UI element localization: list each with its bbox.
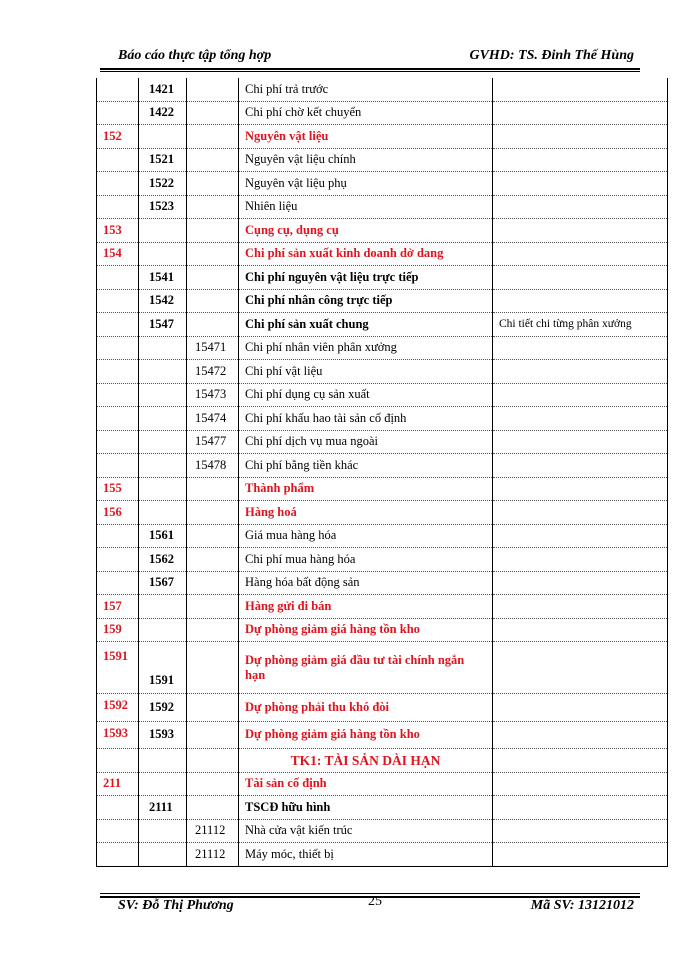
cell-c5 (493, 772, 668, 796)
cell-c2 (139, 618, 187, 642)
table-row (97, 289, 668, 313)
cell-c4: Chi phí mua hàng hóa (239, 548, 493, 572)
cell-c4: TSCĐ hữu hình (239, 796, 493, 820)
cell-c3 (187, 548, 239, 572)
header-rule-thin (100, 71, 640, 72)
cell-c5 (493, 694, 668, 722)
cell-c3 (187, 266, 239, 290)
cell-c3 (187, 524, 239, 548)
cell-c5 (493, 843, 668, 867)
cell-c4: Chi phí trả trước (239, 78, 493, 101)
cell-c5 (493, 721, 668, 749)
cell-c1 (97, 195, 139, 219)
table-row (97, 383, 668, 407)
cell-c1: 156 (97, 501, 139, 525)
cell-c3: 21112 (187, 843, 239, 867)
cell-c3 (187, 618, 239, 642)
table-row (97, 430, 668, 454)
table-row (97, 749, 668, 773)
table-row (97, 125, 668, 149)
cell-c4: Tài sản cố định (239, 772, 493, 796)
cell-c3 (187, 571, 239, 595)
cell-c3 (187, 125, 239, 149)
cell-c3 (187, 749, 239, 773)
table-row (97, 313, 668, 337)
cell-c1 (97, 289, 139, 313)
cell-c3 (187, 642, 239, 694)
cell-c2 (139, 501, 187, 525)
cell-c4: Hàng gửi đi bán (239, 595, 493, 619)
cell-c1: 155 (97, 477, 139, 501)
table-row (97, 407, 668, 431)
cell-c1 (97, 336, 139, 360)
cell-c2 (139, 772, 187, 796)
cell-c2 (139, 749, 187, 773)
table-row (97, 360, 668, 384)
cell-c1: 154 (97, 242, 139, 266)
cell-c5 (493, 219, 668, 243)
cell-c2 (139, 843, 187, 867)
cell-c2: 2111 (139, 796, 187, 820)
cell-c5 (493, 454, 668, 478)
cell-c2: 1591 (139, 642, 187, 694)
cell-c4: Chi phí vật liệu (239, 360, 493, 384)
cell-c4: Chi phí dụng cụ sản xuất (239, 383, 493, 407)
cell-c3: 15473 (187, 383, 239, 407)
cell-c1 (97, 78, 139, 101)
cell-c2 (139, 819, 187, 843)
cell-c5 (493, 501, 668, 525)
cell-c4: Chi phí nhân công trực tiếp (239, 289, 493, 313)
cell-c2: 1567 (139, 571, 187, 595)
cell-c1 (97, 571, 139, 595)
table-row (97, 148, 668, 172)
cell-c2 (139, 360, 187, 384)
cell-c2 (139, 219, 187, 243)
table-row (97, 571, 668, 595)
cell-c1 (97, 843, 139, 867)
cell-c2: 1541 (139, 266, 187, 290)
table-row (97, 796, 668, 820)
cell-c4: Chi phí khấu hao tài sản cố định (239, 407, 493, 431)
cell-c1 (97, 360, 139, 384)
cell-c3 (187, 721, 239, 749)
cell-c3 (187, 595, 239, 619)
cell-c3 (187, 195, 239, 219)
cell-c1 (97, 266, 139, 290)
cell-c5 (493, 430, 668, 454)
cell-c1 (97, 548, 139, 572)
cell-c5 (493, 242, 668, 266)
cell-c4: Chi phí sản xuất chung (239, 313, 493, 337)
cell-c1 (97, 430, 139, 454)
cell-c3: 15474 (187, 407, 239, 431)
cell-c4: Cụng cụ, dụng cụ (239, 219, 493, 243)
cell-c2: 1593 (139, 721, 187, 749)
table-row (97, 548, 668, 572)
cell-c2 (139, 595, 187, 619)
cell-c2: 1521 (139, 148, 187, 172)
cell-c3: 15472 (187, 360, 239, 384)
cell-c2: 1592 (139, 694, 187, 722)
table-row (97, 172, 668, 196)
cell-c2 (139, 477, 187, 501)
cell-c4: Giá mua hàng hóa (239, 524, 493, 548)
cell-c1: 1592 (97, 694, 139, 722)
cell-c5 (493, 407, 668, 431)
cell-c3 (187, 78, 239, 101)
cell-c1: 1593 (97, 721, 139, 749)
cell-c4: Hàng hóa bất động sản (239, 571, 493, 595)
cell-c4: Chi phí nhân viên phân xưởng (239, 336, 493, 360)
cell-c5 (493, 148, 668, 172)
cell-c3 (187, 242, 239, 266)
cell-c4: Chi phí chờ kết chuyển (239, 101, 493, 125)
cell-c4: Máy móc, thiết bị (239, 843, 493, 867)
cell-c1: 1591 (97, 642, 139, 694)
cell-c2: 1421 (139, 78, 187, 101)
cell-c4: Chi phí dịch vụ mua ngoài (239, 430, 493, 454)
cell-c3 (187, 694, 239, 722)
cell-c5 (493, 125, 668, 149)
table-row (97, 843, 668, 867)
cell-c5 (493, 383, 668, 407)
table-row (97, 477, 668, 501)
header-report-title: Báo cáo thực tập tổng hợp (118, 48, 272, 63)
cell-c4: Dự phòng phải thu khó đòi (239, 694, 493, 722)
cell-c5: Chi tiết chi từng phân xưởng (493, 313, 668, 337)
table-row (97, 595, 668, 619)
cell-c5 (493, 360, 668, 384)
page-number: 25 (368, 894, 382, 909)
cell-c3 (187, 219, 239, 243)
cell-c2: 1522 (139, 172, 187, 196)
cell-c5 (493, 172, 668, 196)
cell-c5 (493, 595, 668, 619)
footer-student-name: SV: Đỗ Thị Phương (118, 898, 234, 913)
cell-c4: Nhiên liệu (239, 195, 493, 219)
cell-c3 (187, 172, 239, 196)
cell-c4: Dự phòng giảm giá đầu tư tài chính ngắn hạn (239, 642, 493, 694)
table-row (97, 78, 668, 101)
cell-c5 (493, 195, 668, 219)
cell-c2: 1523 (139, 195, 187, 219)
cell-c3: 15478 (187, 454, 239, 478)
cell-c1: 153 (97, 219, 139, 243)
cell-c5 (493, 642, 668, 694)
table-row (97, 101, 668, 125)
page-header (100, 44, 640, 68)
cell-c4: Chi phí nguyên vật liệu trực tiếp (239, 266, 493, 290)
cell-c1: 157 (97, 595, 139, 619)
cell-c5 (493, 524, 668, 548)
cell-c5 (493, 477, 668, 501)
cell-c2 (139, 383, 187, 407)
cell-c4: Hàng hoá (239, 501, 493, 525)
cell-c3 (187, 289, 239, 313)
cell-c2 (139, 125, 187, 149)
table-row (97, 772, 668, 796)
table-row (97, 454, 668, 478)
header-supervisor: GVHD: TS. Đinh Thế Hùng (469, 48, 634, 63)
table-row (97, 266, 668, 290)
cell-c1 (97, 383, 139, 407)
cell-c1 (97, 819, 139, 843)
cell-c1: 211 (97, 772, 139, 796)
cell-c5 (493, 336, 668, 360)
cell-c3 (187, 796, 239, 820)
cell-c3 (187, 501, 239, 525)
table-row (97, 501, 668, 525)
cell-c5 (493, 101, 668, 125)
cell-c2 (139, 242, 187, 266)
cell-c1 (97, 796, 139, 820)
table-row (97, 618, 668, 642)
account-table-body (97, 78, 668, 866)
cell-c1 (97, 172, 139, 196)
table-row (97, 524, 668, 548)
cell-c4: Chi phí sản xuất kinh doanh dở dang (239, 242, 493, 266)
cell-c1 (97, 454, 139, 478)
header-rule (100, 68, 640, 70)
table-row (97, 336, 668, 360)
table-row (97, 219, 668, 243)
table-row (97, 694, 668, 722)
cell-c1 (97, 101, 139, 125)
cell-c1 (97, 524, 139, 548)
table-row (97, 242, 668, 266)
cell-c3: 15477 (187, 430, 239, 454)
cell-c5 (493, 749, 668, 773)
cell-c5 (493, 289, 668, 313)
cell-c4: Nguyên vật liệu chính (239, 148, 493, 172)
cell-c3 (187, 772, 239, 796)
cell-c4: Nhà cửa vật kiến trúc (239, 819, 493, 843)
cell-c1 (97, 313, 139, 337)
cell-c2 (139, 407, 187, 431)
cell-c5 (493, 571, 668, 595)
cell-c2: 1561 (139, 524, 187, 548)
cell-c5 (493, 819, 668, 843)
cell-c5 (493, 548, 668, 572)
cell-c2: 1422 (139, 101, 187, 125)
table-row (97, 642, 668, 694)
cell-c3: 21112 (187, 819, 239, 843)
cell-c2: 1562 (139, 548, 187, 572)
cell-c4: Thành phẩm (239, 477, 493, 501)
cell-c4: Nguyên vật liệu (239, 125, 493, 149)
cell-c4: Nguyên vật liệu phụ (239, 172, 493, 196)
cell-c1 (97, 749, 139, 773)
cell-c4: Dự phòng giảm giá hàng tồn kho (239, 721, 493, 749)
cell-c3: 15471 (187, 336, 239, 360)
cell-c2 (139, 336, 187, 360)
cell-c4: TK1: TÀI SẢN DÀI HẠN (239, 749, 493, 773)
cell-c2: 1547 (139, 313, 187, 337)
cell-c4: Chi phí bằng tiền khác (239, 454, 493, 478)
cell-c4: Dự phòng giảm giá hàng tồn kho (239, 618, 493, 642)
cell-c2 (139, 454, 187, 478)
account-table (96, 78, 668, 867)
cell-c1: 152 (97, 125, 139, 149)
cell-c1 (97, 148, 139, 172)
cell-c3 (187, 101, 239, 125)
cell-c3 (187, 477, 239, 501)
cell-c2: 1542 (139, 289, 187, 313)
cell-c5 (493, 78, 668, 101)
cell-c1: 159 (97, 618, 139, 642)
cell-c5 (493, 266, 668, 290)
table-row (97, 819, 668, 843)
table-row (97, 721, 668, 749)
cell-c1 (97, 407, 139, 431)
cell-c2 (139, 430, 187, 454)
cell-c3 (187, 313, 239, 337)
cell-c3 (187, 148, 239, 172)
footer-student-id: Mã SV: 13121012 (530, 898, 634, 913)
table-row (97, 195, 668, 219)
cell-c5 (493, 618, 668, 642)
cell-c5 (493, 796, 668, 820)
